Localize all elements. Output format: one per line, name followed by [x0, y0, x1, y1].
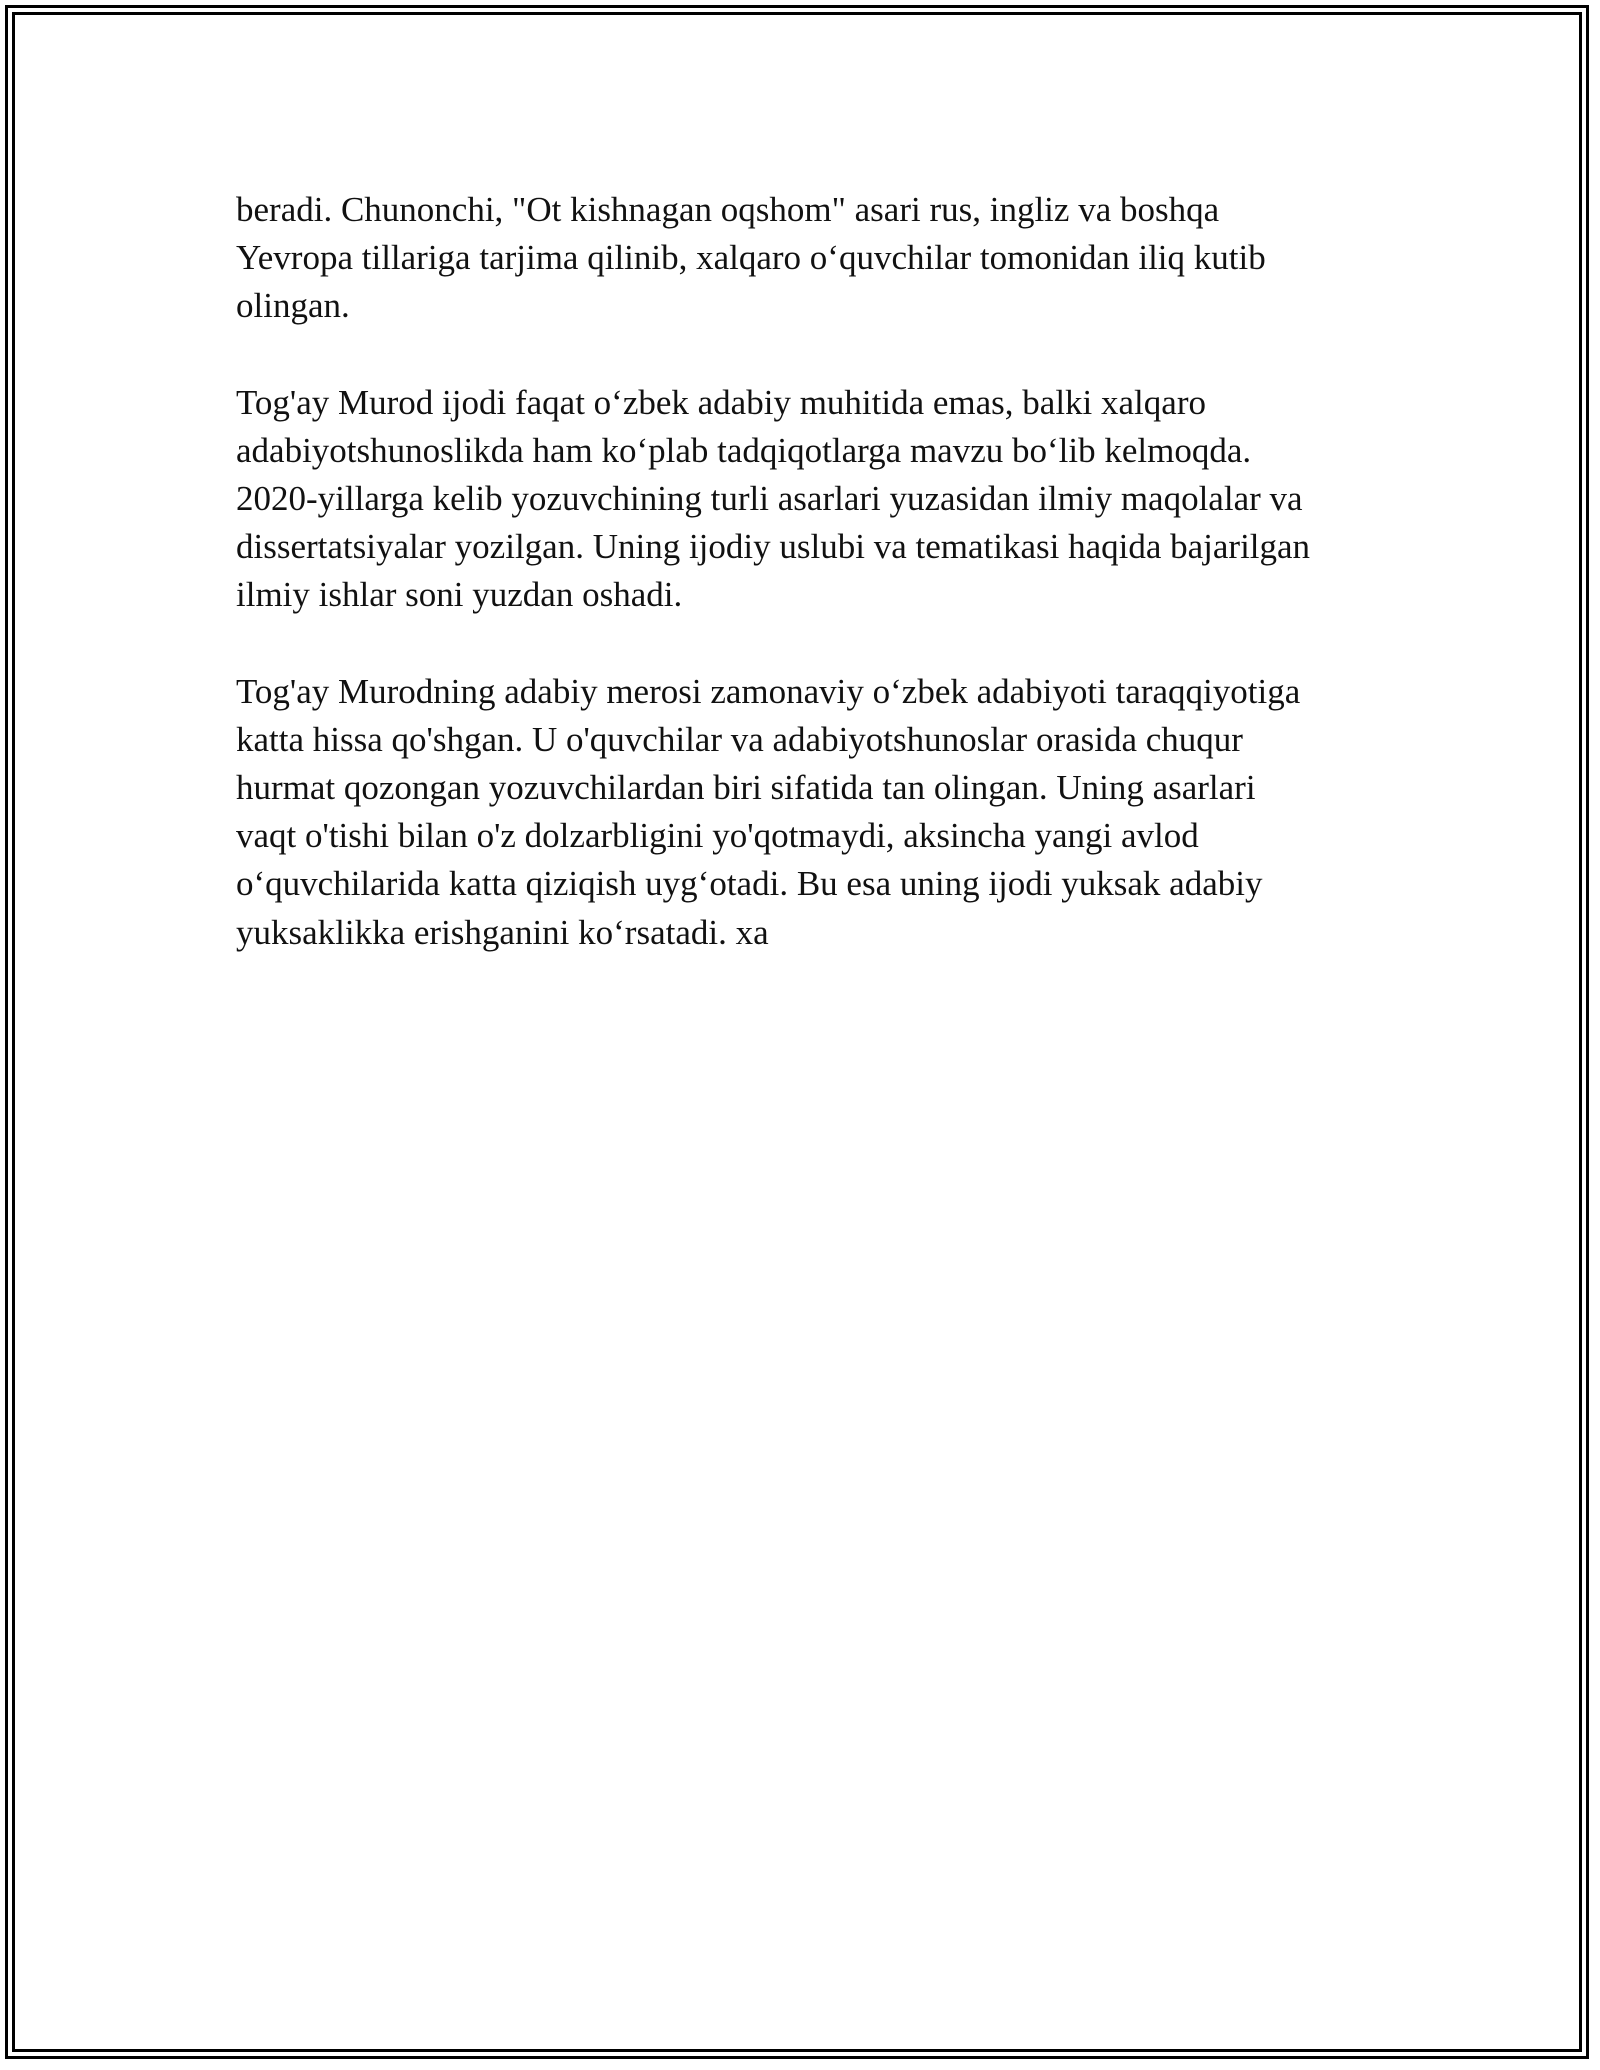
paragraph: Tog'ay Murod ijodi faqat o‘zbek adabiy muhitida emas, balki xalqaro adabiyotshunoslikda ham ko‘plab tadqiqotlarga mavzu bo‘lib kelmoqda. 2020-yillarga kelib yozuvchining turli asarlari yuzasidan ilmiy maqolalar va dissertatsiyalar yozilgan. Uning ijodiy uslubi va tematikasi haqida bajarilgan ilmiy ishlar soni yuzdan oshadi.	[236, 382, 1311, 615]
paragraph: Tog'ay Murodning adabiy merosi zamonaviy o‘zbek adabiyoti taraqqiyotiga katta hissa qo'shgan. U o'quvchilar va adabiyotshunoslar orasida chuqur hurmat qozongan yozuvchilardan biri sifatida tan olingan. Uning asarlari vaqt o'tishi bilan o'z dolzarbligini yo'qotmaydi, aksincha yangi avlod o‘quvchilarida katta qiziqish uyg‘otadi. Bu esa uning ijodi yuksak adabiy yuksaklikka erishganini ko‘rsatadi. xa	[236, 671, 1301, 952]
paragraph: beradi. Chunonchi, "Ot kishnagan oqshom" asari rus, ingliz va boshqa Yevropa tillariga tarjima qilinib, xalqaro o‘quvchilar tomonidan iliq kutib olingan.	[236, 190, 1266, 326]
document-body	[236, 186, 1396, 1005]
